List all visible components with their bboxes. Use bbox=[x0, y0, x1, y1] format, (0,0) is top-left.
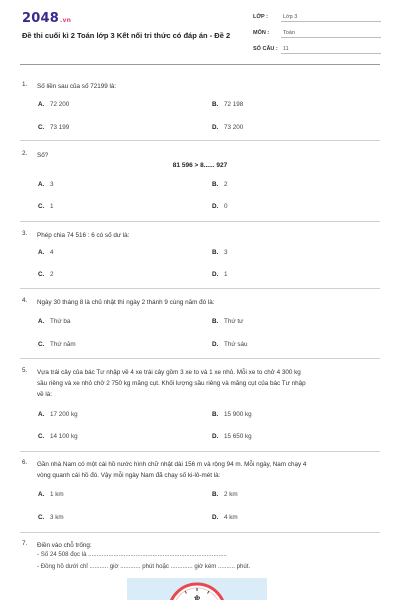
option-5a[interactable]: A. 17 200 kg bbox=[38, 411, 78, 418]
option-1b[interactable]: B. 72 198 bbox=[212, 101, 244, 108]
header-divider bbox=[20, 64, 380, 65]
option-5c[interactable]: C. 14 100 kg bbox=[38, 433, 78, 440]
quiz-page: 2048.vn Đề thi cuối kì 2 Toán lớp 3 Kết nối tri thức có đáp án - Đề 2 LỚP : Lớp 3 MÔN : Toán SỐ CÂU : 11 1. Số liền sau của số 72199 là: A. 72 200 B. 72 198 C. 73 199 D. 73 200 2. Số? 81 596 > 8...... 927 A. 3 B. 2 C. 1 D. 0 3. Phép chia 74 516 : 6 có số dư là: A. 4 B. 3 C. 2 D. 1 4. Ngày 30 tháng 8 là chủ nhật thì ngày 2 thánh 9 cùng năm đó là: A. Thứ ba B. Thứ tư C. Thứ năm D. Thứ sáu 5. Vựa trái cây của bác Tư nhập về 4 xe trái cây gồm 3 xe to và 1 xe nhỏ. Mỗi xe to chở 4 300 kg sầu riêng và xe nhỏ chở 2 750 kg măng cụt. Khối lượng sầu riêng và măng cụt của bác Tư nhập về là: A. 17 200 kg B. 15 900 kg C. 14 100 kg D. 15 650 kg 6. Gần nhà Nam có một cái hồ nước hình chữ nhật dài 156 m và rộng 94 m. Mỗi ngày, Nam chạy 4 vòng quanh cái hồ đó. Vậy mỗi ngày Nam đã chạy số ki-lô-mét là: A. 1 km B. 2 km C. 3 km D. 4 km 7. Điền vào chỗ trống: - Số 24 508 đọc là .................................................................................. - Đồng hồ dưới chỉ ........... giờ ............ phút hoặc ............. giờ kém .......... phút. 12 bbox=[0, 0, 400, 600]
option-1d[interactable]: D. 73 200 bbox=[212, 124, 244, 131]
option-4c[interactable]: C. Thứ năm bbox=[38, 341, 76, 348]
divider bbox=[20, 288, 380, 289]
divider bbox=[20, 532, 380, 533]
fill-blank-line[interactable]: - Đồng hồ dưới chỉ ........... giờ ............ phút hoặc ............. giờ kém .......... phút. bbox=[37, 563, 251, 570]
option-5d[interactable]: D. 15 650 kg bbox=[212, 433, 252, 440]
clock-image bbox=[127, 578, 267, 600]
clock-icon bbox=[127, 578, 267, 600]
comparison-expression: 81 596 > 8...... 927 bbox=[172, 162, 228, 169]
option-2c[interactable]: C. 1 bbox=[38, 203, 54, 210]
option-3b[interactable]: B. 3 bbox=[212, 249, 228, 256]
option-6c[interactable]: C. 3 km bbox=[38, 514, 64, 521]
option-3d[interactable]: D. 1 bbox=[212, 271, 228, 278]
fill-blank-line[interactable]: - Số 24 508 đọc là .................................................................................. bbox=[37, 551, 227, 558]
option-1c[interactable]: C. 73 199 bbox=[38, 124, 70, 131]
clock-number-12: 12 bbox=[193, 597, 201, 600]
page-title: Đề thi cuối kì 2 Toán lớp 3 Kết nối tri thức có đáp án - Đề 2 bbox=[22, 31, 231, 40]
page-header: 2048.vn Đề thi cuối kì 2 Toán lớp 3 Kết nối tri thức có đáp án - Đề 2 LỚP : Lớp 3 MÔN : Toán SỐ CÂU : 11 bbox=[0, 0, 400, 66]
option-2d[interactable]: D. 0 bbox=[212, 203, 228, 210]
option-3a[interactable]: A. 4 bbox=[38, 249, 54, 256]
option-6b[interactable]: B. 2 km bbox=[212, 491, 238, 498]
option-1a[interactable]: A. 72 200 bbox=[38, 101, 70, 108]
site-logo[interactable]: 2048.vn bbox=[22, 11, 72, 26]
divider bbox=[20, 221, 380, 222]
option-3c[interactable]: C. 2 bbox=[38, 271, 54, 278]
option-6d[interactable]: D. 4 km bbox=[212, 514, 238, 521]
divider bbox=[20, 140, 380, 141]
option-6a[interactable]: A. 1 km bbox=[38, 491, 64, 498]
option-2b[interactable]: B. 2 bbox=[212, 181, 228, 188]
option-4d[interactable]: D. Thứ sáu bbox=[212, 341, 248, 348]
option-2a[interactable]: A. 3 bbox=[38, 181, 54, 188]
divider bbox=[20, 451, 380, 452]
option-5b[interactable]: B. 15 900 kg bbox=[212, 411, 252, 418]
option-4a[interactable]: A. Thứ ba bbox=[38, 318, 71, 325]
option-4b[interactable]: B. Thứ tư bbox=[212, 318, 244, 325]
divider bbox=[20, 358, 380, 359]
